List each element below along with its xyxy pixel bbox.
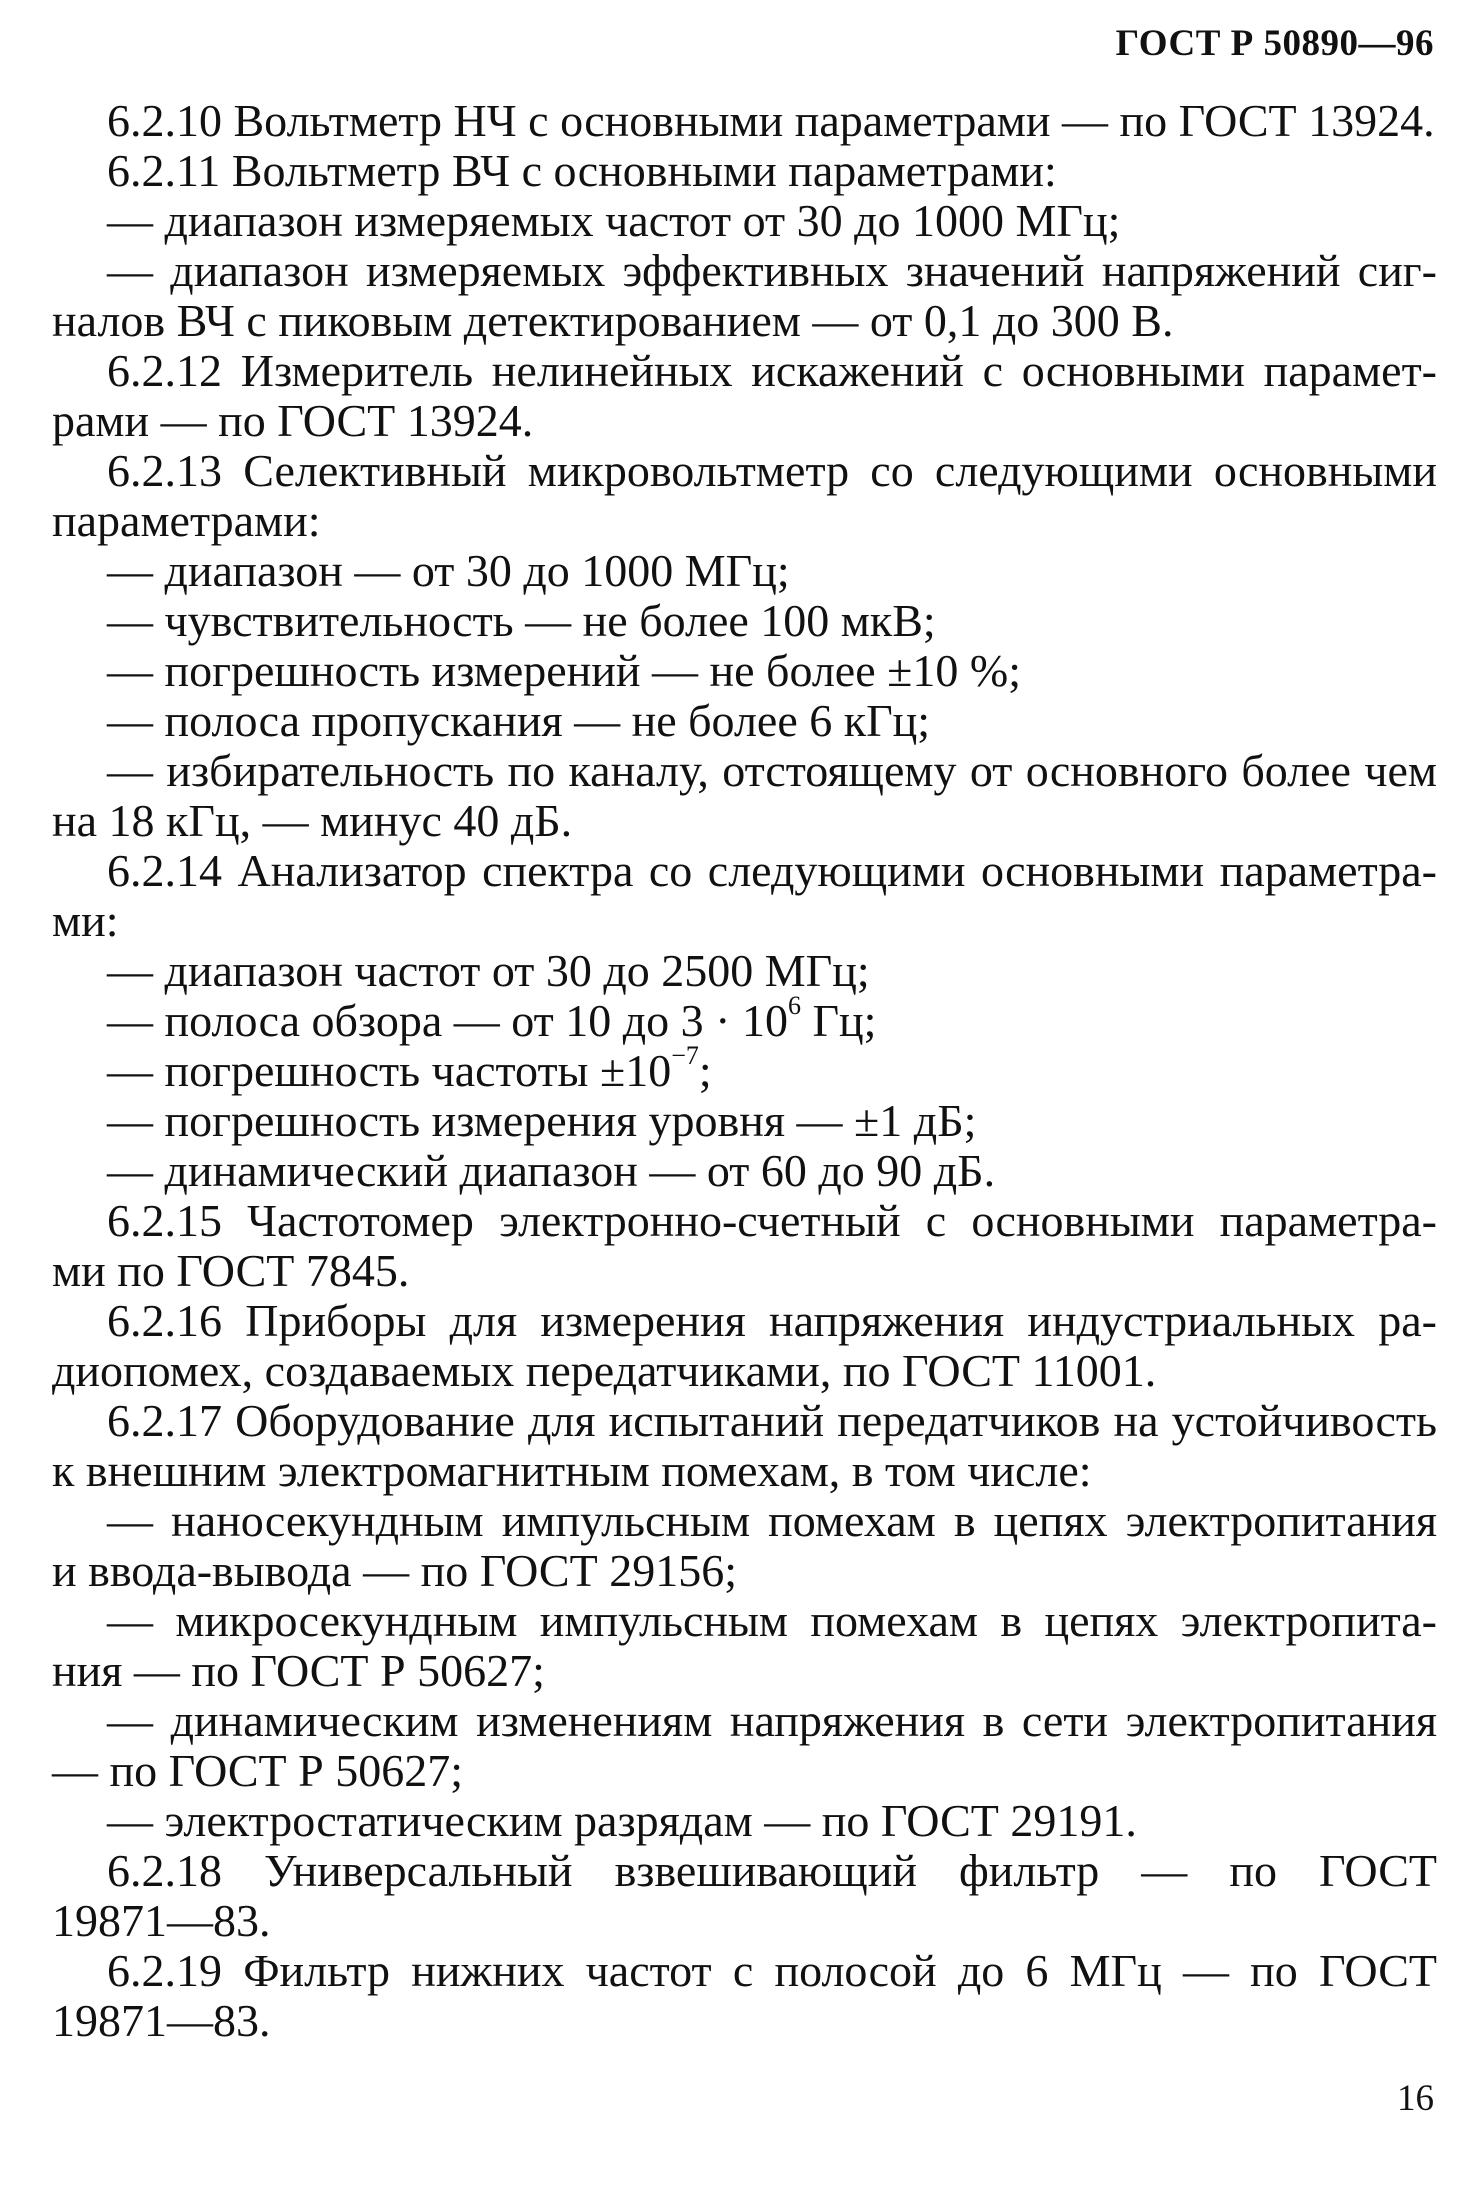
text-line-start: — полоса обзора — от 10 до 3 · 10	[107, 995, 788, 1046]
text-line: — наносекундным импульсным помехам в цепях электропитания	[107, 1496, 1437, 1546]
text-line: 6.2.13 Селективный микровольтметр со следующими основными	[107, 446, 1437, 496]
text-line: — динамическим изменениям напряжения в сети электропитания	[107, 1696, 1437, 1746]
text-line: рами — по ГОСТ 13924.	[52, 395, 534, 446]
text-line: 6.2.18 Универсальный взвешивающий фильтр — по ГОСТ	[107, 1846, 1437, 1896]
text-line-start: — погрешность частоты ±10	[107, 1045, 672, 1096]
text-line: 6.2.19 Фильтр нижних частот с полосой до 6 МГц — по ГОСТ	[107, 1946, 1437, 1996]
text-line: 6.2.10 Вольтметр НЧ с основными параметрами — по ГОСТ 13924.	[107, 95, 1435, 146]
text-line: — диапазон частот от 30 до 2500 МГц;	[107, 945, 870, 996]
text-line: 6.2.16 Приборы для измерения напряжения индустриальных ра-	[107, 1296, 1437, 1346]
document-body	[52, 96, 1437, 2046]
text-line-end: Гц;	[800, 995, 877, 1046]
text-line: к внешним электромагнитным помехам, в том числе:	[52, 1445, 1092, 1496]
text-line: ми по ГОСТ 7845.	[52, 1245, 410, 1296]
text-line: — избирательность по каналу, отстоящему от основного более чем	[107, 746, 1437, 796]
exponent: 6	[787, 990, 801, 1020]
text-line: — диапазон измеряемых частот от 30 до 1000 МГц;	[107, 195, 1121, 246]
text-line: и ввода-вывода — по ГОСТ 29156;	[52, 1545, 737, 1596]
text-line: 6.2.15 Частотомер электронно-счетный с основными параметра-	[107, 1196, 1437, 1246]
text-line: 6.2.17 Оборудование для испытаний передатчиков на устойчивость	[107, 1396, 1437, 1446]
text-line	[52, 990, 1437, 1046]
text-line: на 18 кГц, — минус 40 дБ.	[52, 795, 573, 846]
text-line: — чувствительность — не более 100 мкВ;	[107, 595, 936, 646]
text-line-end: ;	[698, 1045, 712, 1096]
text-line: 19871—83.	[52, 1995, 271, 2046]
page-number: 16	[1397, 2078, 1434, 2119]
text-line: — электростатическим разрядам — по ГОСТ 29191.	[107, 1795, 1137, 1846]
text-line: — микросекундным импульсным помехам в цепях электропита-	[107, 1596, 1437, 1646]
text-line: диопомех, создаваемых передатчиками, по ГОСТ 11001.	[52, 1345, 1157, 1396]
text-line: 6.2.12 Измеритель нелинейных искажений с основными парамет-	[107, 346, 1437, 396]
text-line: ния — по ГОСТ Р 50627;	[52, 1645, 545, 1696]
text-line: — динамический диапазон — от 60 до 90 дБ.	[107, 1145, 996, 1196]
exponent: −7	[671, 1040, 699, 1070]
text-line: 6.2.14 Анализатор спектра со следующими основными параметра-	[107, 846, 1437, 896]
text-line: 19871—83.	[52, 1895, 271, 1946]
text-line: — диапазон — от 30 до 1000 МГц;	[107, 545, 790, 596]
text-line: параметрами:	[52, 495, 321, 546]
text-line	[52, 1040, 1437, 1096]
text-line: — полоса пропускания — не более 6 кГц;	[107, 695, 931, 746]
text-line: налов ВЧ с пиковым детектированием — от 0,1 до 300 В.	[52, 295, 1174, 346]
text-line: ми:	[52, 895, 119, 946]
text-line: — по ГОСТ Р 50627;	[52, 1745, 463, 1796]
text-line: — диапазон измеряемых эффективных значений напряжений сиг-	[107, 246, 1437, 296]
text-line: — погрешность измерения уровня — ±1 дБ;	[107, 1095, 977, 1146]
standard-code-header: ГОСТ Р 50890—96	[1115, 23, 1434, 64]
text-line: 6.2.11 Вольтметр ВЧ с основными параметрами:	[107, 145, 1057, 196]
text-line: — погрешность измерений — не более ±10 %;	[107, 645, 1021, 696]
